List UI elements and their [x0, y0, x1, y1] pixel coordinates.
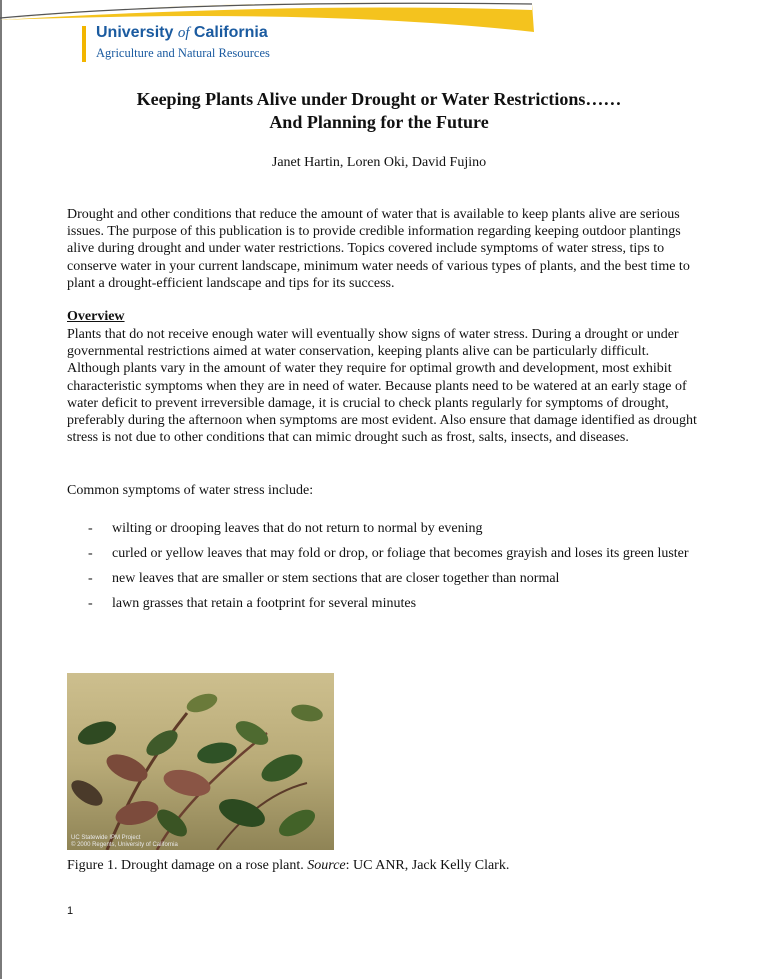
caption-source-text: : UC ANR, Jack Kelly Clark. — [345, 858, 510, 873]
page-number: 1 — [67, 905, 74, 917]
list-item — [88, 591, 708, 616]
photo-watermark-line-2: © 2000 Regents, University of California — [71, 842, 178, 848]
bullet-dash: - — [88, 596, 93, 611]
logo-university-name — [96, 24, 268, 42]
list-item-text: lawn grasses that retain a footprint for several minutes — [112, 596, 417, 611]
overview-heading: Overview — [67, 309, 125, 324]
bullet-dash: - — [88, 521, 93, 536]
list-item-text: curled or yellow leaves that may fold or drop, or foliage that becomes grayish and loses its green luster — [112, 546, 689, 561]
list-item-text: wilting or drooping leaves that do not return to normal by evening — [112, 521, 483, 536]
logo-university-prefix: University — [96, 24, 178, 41]
caption-text: Figure 1. Drought damage on a rose plant. — [67, 858, 308, 873]
logo-accent-bar — [82, 26, 86, 62]
bullet-dash: - — [88, 571, 93, 586]
caption-source-label: Source — [307, 858, 346, 873]
symptoms-intro: Common symptoms of water stress include: — [67, 483, 314, 498]
title-line-2: And Planning for the Future — [269, 112, 489, 132]
intro-paragraph: Drought and other conditions that reduce the amount of water that is available to keep plants alive are serious issues. The purpose of this publication is to provide credible information regarding keeping outdoor plantings alive during drought and under water restrictions. Topics covered include symptoms of water stress, tips to conserve water in your current landscape, minimum water needs of various types of plants, and the best time to plant a drought-efficient landscape and tips for its success. — [67, 207, 690, 291]
document-title — [0, 88, 758, 134]
logo-division-name: Agriculture and Natural Resources — [96, 46, 270, 60]
bullet-dash: - — [88, 546, 93, 561]
logo-university-suffix: California — [189, 24, 268, 41]
rose-drought-photo — [67, 673, 334, 850]
photo-watermark-line-1: UC Statewide IPM Project — [71, 835, 141, 841]
page-edge — [0, 0, 2, 979]
title-line-1: Keeping Plants Alive under Drought or Water Restrictions…… — [136, 89, 622, 109]
list-item — [88, 541, 708, 566]
list-item-text: new leaves that are smaller or stem sections that are closer together than normal — [112, 571, 560, 586]
overview-paragraph: Plants that do not receive enough water will eventually show signs of water stress. During a drought or under governmental restrictions aimed at water conservation, keeping plants alive can be particularly difficult. Although plants vary in the amount of water they require for optimal growth and development, most exhibit characteristic symptoms when they are in need of water. Because plants need to be watered at an early stage of water deficit to prevent irreversible damage, it is crucial to check plants regularly for symptoms of drought, preferably during the afternoon when symptoms are most evident. Also ensure that damage identified as drought stress is not due to other conditions that can mimic drought such as frost, salts, insects, and diseases. — [67, 327, 697, 446]
list-item — [88, 566, 708, 591]
authors: Janet Hartin, Loren Oki, David Fujino — [271, 155, 487, 170]
symptoms-list — [88, 516, 708, 616]
logo-university-of: of — [177, 25, 190, 41]
header-swoosh — [0, 0, 540, 38]
list-item — [88, 516, 708, 541]
figure-caption — [67, 858, 509, 874]
